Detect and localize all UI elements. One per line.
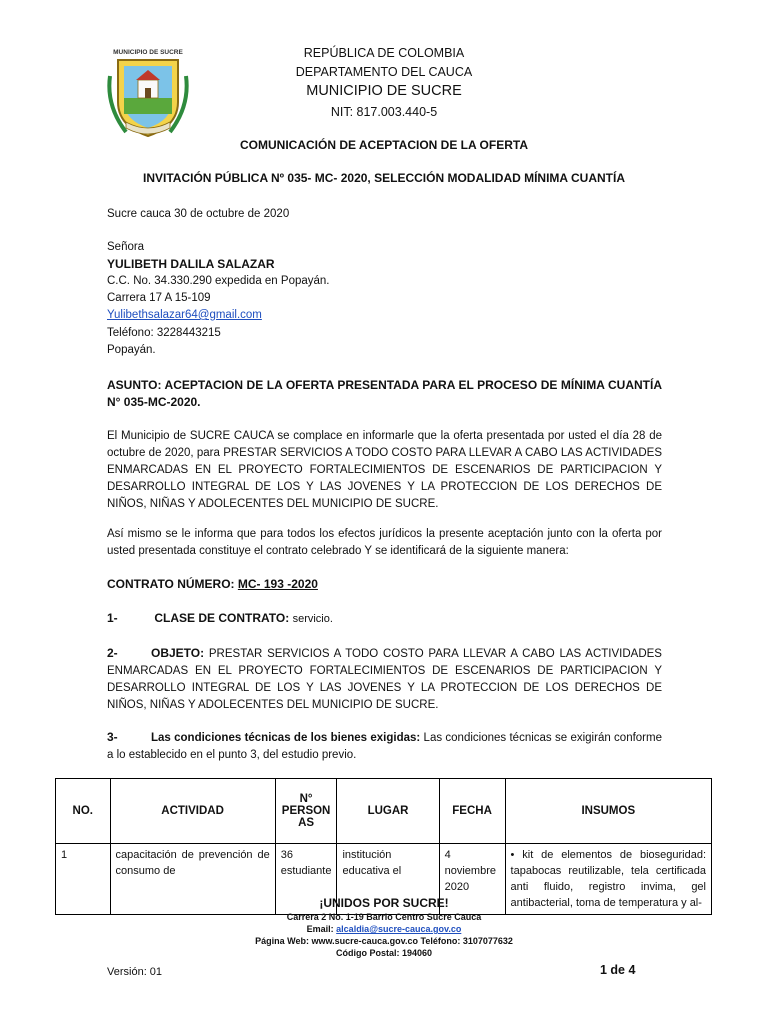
technical-conditions-label: Las condiciones técnicas de los bienes exigidas: <box>151 732 421 744</box>
contract-class-value: servicio. <box>292 613 333 625</box>
table-cell-date: 4 noviembre 2020 <box>439 844 505 915</box>
table-header-supplies: INSUMOS <box>505 779 711 844</box>
date-line: Sucre cauca 30 de octubre de 2020 <box>107 208 290 220</box>
activities-table <box>55 778 712 915</box>
contract-object-value: PRESTAR SERVICIOS A TODO COSTO PARA LLEVAR A CABO LAS ACTIVIDADES ENMARCADAS EN EL PROYECTO FORTALECIMIENTOS DE ESCENARIOS DE PARTICIPACION Y DESARROLLO INTEGRAL DE LOS Y LAS JOVENES Y LA PROTECCION DE LOS DERECHOS DE NIÑOS, NIÑAS Y ADOLECENTES DEL MUNICIPIO DE SUCRE. <box>107 648 662 711</box>
subject-line: ASUNTO: ACEPTACION DE LA OFERTA PRESENTADA PARA EL PROCESO DE MÍNIMA CUANTÍA N° 035-MC-2020. <box>107 378 662 409</box>
header-nit: NIT: 817.003.440-5 <box>330 105 438 119</box>
document-subtitle: INVITACIÓN PÚBLICA Nº 035- MC- 2020, SELECCIÓN MODALIDAD MÍNIMA CUANTÍA <box>143 171 625 185</box>
contract-number-label: CONTRATO NÚMERO: <box>107 577 235 591</box>
svg-text:MUNICIPIO DE SUCRE: MUNICIPIO DE SUCRE <box>113 49 183 56</box>
table-cell-no: 1 <box>56 844 111 915</box>
page-number: 1 de 4 <box>600 963 636 977</box>
header-municipality: MUNICIPIO DE SUCRE <box>306 83 462 99</box>
contract-class-label: CLASE DE CONTRATO: <box>154 611 290 625</box>
document-version: Versión: 01 <box>107 966 163 978</box>
footer-postal-code: Código Postal: 194060 <box>335 948 433 958</box>
contract-number-value: MC- 193 -2020 <box>237 577 318 591</box>
header-country: REPÚBLICA DE COLOMBIA <box>303 46 465 60</box>
header-department: DEPARTAMENTO DEL CAUCA <box>295 65 473 79</box>
paragraph-legal-effects: Así mismo se le informa que para todos los efectos jurídicos la presente aceptación junto con la oferta por usted presentada constituye el contrato celebrado Y se identificará de la siguiente manera: <box>107 528 662 557</box>
item-number: 3- <box>107 730 118 744</box>
salutation: Señora <box>107 241 145 253</box>
contract-number-line <box>107 577 318 591</box>
table-header-date: FECHA <box>439 779 505 844</box>
item-number: 1- <box>107 611 118 625</box>
footer-email-label: Email: <box>306 924 334 934</box>
table-header-row <box>56 779 712 844</box>
table-header-no: NO. <box>56 779 111 844</box>
recipient-name: YULIBETH DALILA SALAZAR <box>107 257 275 271</box>
footer-web-phone: Página Web: www.sucre-cauca.gov.co Teléfono: 3107077632 <box>255 936 513 946</box>
technical-conditions-item <box>107 729 662 764</box>
item-number: 2- <box>107 646 118 660</box>
table-header-place: LUGAR <box>337 779 439 844</box>
recipient-address: Carrera 17 A 15-109 <box>107 292 211 304</box>
footer-email-link[interactable]: alcaldia@sucre-cauca.gov.co <box>336 924 462 934</box>
contract-class-item <box>107 611 333 625</box>
recipient-phone: Teléfono: 3228443215 <box>107 327 221 339</box>
document-title: COMUNICACIÓN DE ACEPTACION DE LA OFERTA <box>240 138 528 152</box>
footer-slogan: ¡UNIDOS POR SUCRE! <box>319 896 449 910</box>
footer-address: Carrera 2 No. 1-19 Barrio Centro Sucre Cauca <box>286 912 482 922</box>
recipient-id: C.C. No. 34.330.290 expedida en Popayán. <box>107 275 330 287</box>
recipient-email-link[interactable]: Yulibethsalazar64@gmail.com <box>107 309 262 321</box>
contract-object-item <box>107 645 662 714</box>
table-cell-place: institución educativa el <box>337 844 439 915</box>
table-cell-persons: 36 estudiante <box>275 844 337 915</box>
table-cell-supplies: • kit de elementos de bioseguridad: tapabocas reutilizable, tela certificada anti fluido, registro invima, gel antibacterial, toma de temperatura y al- <box>505 844 711 915</box>
table-header-persons: N° PERSON AS <box>275 779 337 844</box>
footer-email-line <box>0 923 768 935</box>
table-cell-activity: capacitación de prevención de consumo de <box>110 844 275 915</box>
contract-object-label: OBJETO: <box>151 646 205 660</box>
technical-conditions-value: Las condiciones técnicas se exigirán conforme a lo establecido en el punto 3, del estudio previo. <box>107 732 662 761</box>
paragraph-offer-acceptance: El Municipio de SUCRE CAUCA se complace en informarle que la oferta presentada por usted el día 28 de octubre de 2020, para PRESTAR SERVICIOS A TODO COSTO PARA LLEVAR A CABO LAS ACTIVIDADES ENMARCADAS EN EL PROYECTO FORTALECIMIENTOS DE ESCENARIOS DE PARTICIPACION Y DESARROLLO INTEGRAL DE LOS Y LAS JOVENES Y LA PROTECCION DE LOS DERECHOS DE NIÑOS, NIÑAS Y ADOLECENTES DEL MUNICIPIO DE SUCRE. <box>107 430 662 510</box>
table-header-activity: ACTIVIDAD <box>110 779 275 844</box>
recipient-city: Popayán. <box>107 344 156 356</box>
